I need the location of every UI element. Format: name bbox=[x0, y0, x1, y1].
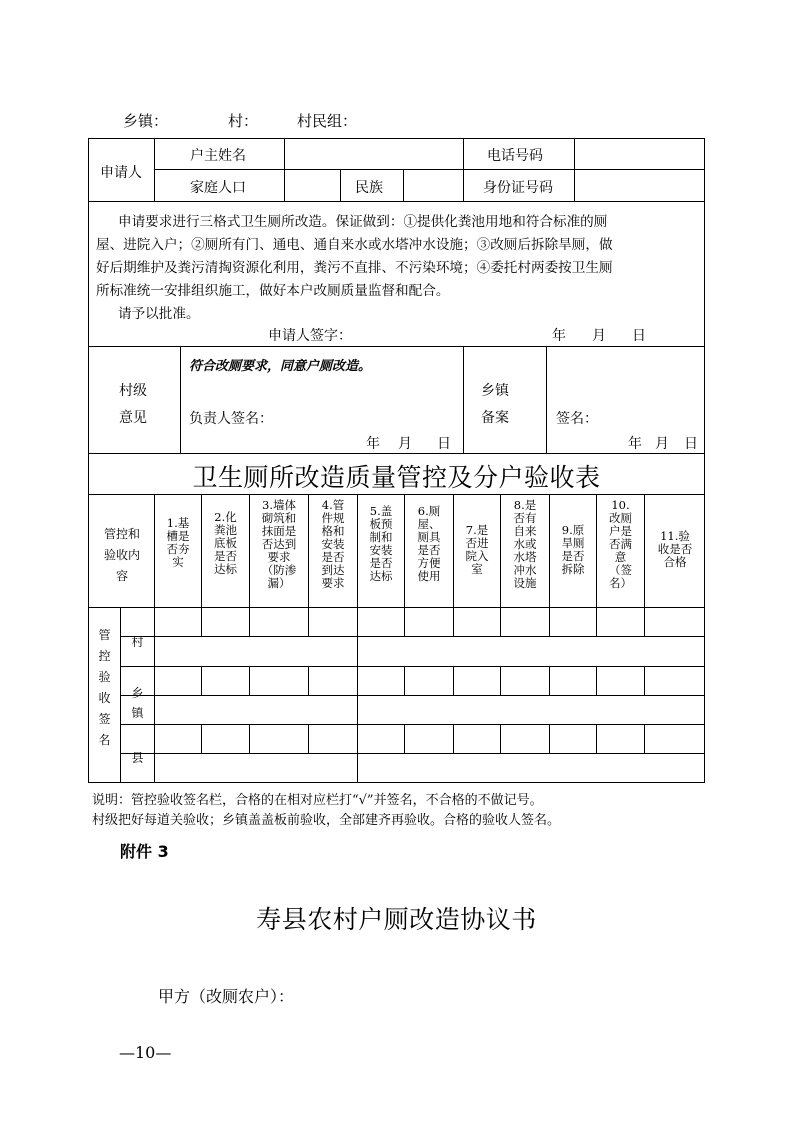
id-number-label: 身份证号码 bbox=[483, 180, 553, 196]
content-header: 管控和 验收内 容 bbox=[103, 527, 140, 583]
request-line-4: 所标准统一安排组织施工，做好本户改厕质量监督和配合。 bbox=[96, 283, 450, 299]
note-line-1: 说明：管控验收签名栏，合格的在相对应栏打“√”并签名，不合格的不做记号。 bbox=[92, 793, 543, 808]
request-line-2: 屋、进院入户；②厕所有门、通电、通自来水或水塔冲水设施；③改厕后拆除旱厕，做 bbox=[96, 237, 613, 253]
village-day: 日 bbox=[437, 436, 451, 452]
family-size-label: 家庭人口 bbox=[190, 180, 246, 196]
request-line-1: 申请要求进行三格式卫生厕所改造。保证做到：①提供化粪池用地和符合标准的厕 bbox=[118, 214, 608, 230]
request-day: 日 bbox=[632, 328, 646, 344]
column-header-1: 1.基 槽是 否夯 实 bbox=[166, 516, 190, 569]
village-label: 村： bbox=[228, 112, 259, 130]
attachment-label: 附件 3 bbox=[120, 842, 169, 861]
village-leader-signature-label: 负责人签名： bbox=[189, 411, 273, 427]
row-label-county: 县 bbox=[131, 751, 144, 765]
column-header-6: 6.厕 屋、 厕具 是否 方便 使用 bbox=[417, 504, 441, 583]
column-header-3: 3.墙体 砌筑和 抹面是 否达到 要求 （防渗 漏） bbox=[261, 498, 297, 590]
ethnicity-label: 民族 bbox=[355, 180, 383, 196]
column-header-10: 10. 改厕 户是 否满 意 （签 名） bbox=[609, 498, 632, 590]
column-header-2: 2.化 粪池 底板 是否 达标 bbox=[214, 510, 237, 576]
column-header-8: 8.是 否有 自来 水或 水塔 冲水 设施 bbox=[513, 498, 537, 590]
township-signature-label: 签名： bbox=[556, 411, 598, 427]
household-head-name-label: 户主姓名 bbox=[190, 148, 246, 164]
applicant-label: 申请人 bbox=[100, 165, 142, 181]
acceptance-sign-label: 管 控 验 收 签 名 bbox=[98, 628, 111, 747]
column-header-5: 5.盖 板预 制和 安装 是否 达标 bbox=[369, 504, 393, 583]
note-line-2: 村级把好每道关验收；乡镇盖盖板前验收，全部建齐再验收。合格的验收人签名。 bbox=[92, 813, 561, 828]
village-year: 年 bbox=[366, 436, 380, 452]
party-a-label: 甲方（改厕农户）： bbox=[158, 987, 295, 1006]
township-month: 月 bbox=[655, 436, 669, 452]
phone-number-label: 电话号码 bbox=[487, 148, 543, 164]
township-label: 乡镇： bbox=[123, 112, 169, 130]
acceptance-table-title: 卫生厕所改造质量管控及分户验收表 bbox=[192, 463, 601, 492]
village-opinion-label-2: 意见 bbox=[119, 410, 147, 426]
column-header-11: 11.验 收是否 合格 bbox=[657, 529, 693, 569]
township-record-label-2: 备案 bbox=[481, 410, 509, 426]
request-month: 月 bbox=[592, 328, 606, 344]
township-record-label-1: 乡镇 bbox=[481, 383, 509, 399]
column-header-7: 7.是 否进 院入 室 bbox=[465, 523, 489, 576]
agreement-title: 寿县农村户厕改造协议书 bbox=[256, 905, 537, 934]
applicant-signature-label: 申请人签字： bbox=[268, 328, 352, 344]
column-header-9: 9.原 旱厕 是否 拆除 bbox=[561, 523, 585, 576]
village-opinion-label-1: 村级 bbox=[119, 383, 147, 399]
request-year: 年 bbox=[552, 328, 566, 344]
village-month: 月 bbox=[398, 436, 412, 452]
group-label: 村民组： bbox=[297, 112, 358, 130]
township-year: 年 bbox=[628, 436, 642, 452]
page-number: —10— bbox=[119, 1043, 172, 1062]
request-line-3: 好后期维护及粪污清掏资源化利用，粪污不直排、不污染环境；④委托村两委按卫生厕 bbox=[96, 260, 613, 276]
request-line-5: 请予以批准。 bbox=[118, 306, 200, 322]
row-label-township: 乡 镇 bbox=[131, 686, 144, 720]
row-label-village: 村 bbox=[131, 635, 144, 649]
township-day: 日 bbox=[684, 436, 698, 452]
village-approval-text: 符合改厕要求，同意户厕改造。 bbox=[189, 359, 372, 374]
column-header-4: 4.管 件规 格和 安装 是否 到达 要求 bbox=[321, 498, 345, 590]
